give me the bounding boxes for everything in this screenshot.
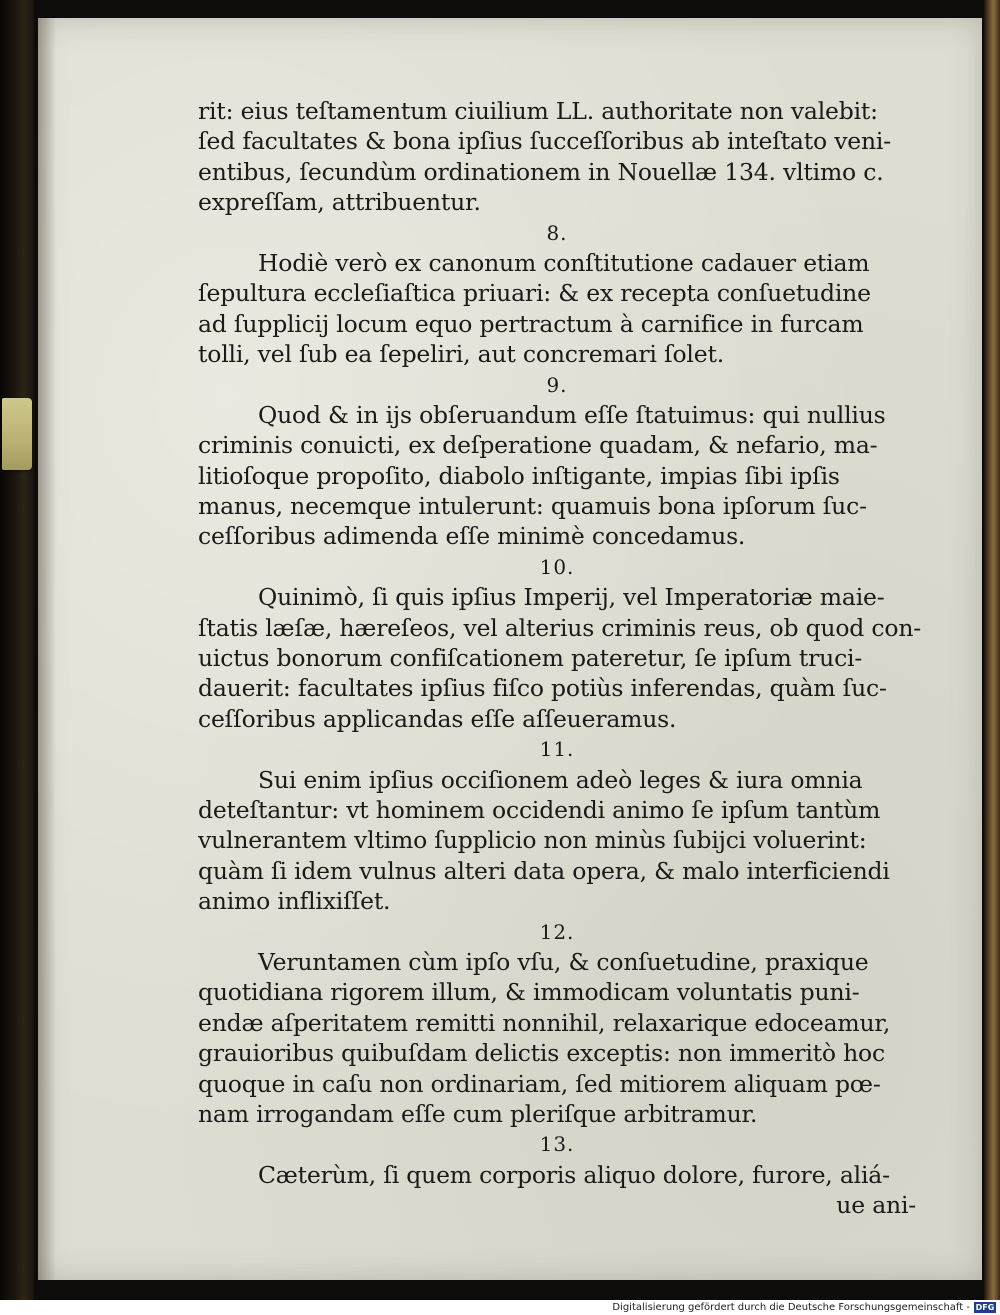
text-line: expreſſam, attribuentur. [198,188,481,217]
text-line: grauioribus quibuſdam delictis exceptis: non immeritò hoc [198,1039,885,1068]
text-line: quoque in caſu non ordinariam, ſed mitiorem aliquam pœ- [198,1069,881,1098]
book-page [38,18,982,1280]
text-line: Veruntamen cùm ipſo vſu, & conſuetudine, praxique [258,947,869,976]
funding-credit: Digitalisierung gefördert durch die Deutsche Forschungsgemeinschaft - [612,1302,970,1313]
text-line: criminis conuicti, ex deſperatione quadam, & nefario, ma- [198,431,878,460]
text-line: Quinimò, ſi quis ipſius Imperij, vel Imperatoriæ maie- [258,583,885,612]
text-line: rit: eius teſtamentum ciuilium LL. authoritate non valebit: [198,97,878,125]
text-line: nam irrogandam eſſe cum pleriſque arbitramur. [198,1099,758,1128]
text-line: ceſſoribus adimenda eſſe minimè concedamus. [198,522,746,551]
bookmark-ribbon [2,398,32,470]
text-line: ſepultura eccleſiaſtica priuari: & ex recepta conſuetudine [198,279,871,308]
footer-bar [0,1300,1000,1315]
text-line: ſtatis læſæ, hæreſeos, vel alterius criminis reus, ob quod con- [198,613,922,642]
text-line: deteſtantur: vt hominem occidendi animo ſe ipſum tantùm [198,795,881,824]
book-edge [984,0,1000,1300]
text-line: Cæterùm, ſi quem corporis aliquo dolore, furore, aliá- [258,1160,890,1189]
section-number: 8. [546,220,568,245]
text-line: Sui enim ipſius occiſionem adeò leges & iura omnia [258,765,863,794]
section-number: 12. [539,919,575,944]
dfg-logo: DFG [975,1303,995,1312]
page-gutter [38,18,56,1280]
section-10 [198,552,922,734]
section-number: 13. [539,1132,575,1157]
text-line: manus, necemque intulerunt: quamuis bona ipſorum ſuc- [198,492,867,521]
text-line: animo inflixiſſet. [198,887,391,916]
section-13 [198,1129,916,1220]
section-number: 11. [539,737,575,762]
book-spine [0,0,34,1300]
text-line: quotidiana rigorem illum, & immodicam voluntatis puni- [198,978,860,1007]
section-number: 9. [546,372,568,397]
text-line: ad ſupplicij locum equo pertractum à carnifice in furcam [198,309,864,338]
page-text [198,96,922,1220]
text-line: uictus bonorum confiſcationem pateretur, ſe ipſum truci- [198,644,863,673]
catchword: ue ani- [836,1191,916,1220]
text-line: tolli, vel ſub ea ſepeliri, aut concremari ſolet. [198,340,724,369]
text-line: litioſoque propoſito, diabolo inſtigante, impias ſibi ipſis [198,461,840,490]
text-line: ſed facultates & bona ipſius ſucceſſoribus ab inteſtato veni- [198,127,891,156]
section-continuation [198,96,916,218]
text-line: vulnerantem vltimo ſupplicio non minùs ſubijci voluerint: [198,826,867,855]
section-number: 10. [539,554,575,579]
text-line: Quod & in ijs obſeruandum eſſe ſtatuimus: qui nullius [258,400,886,429]
text-line: Hodiè verò ex canonum conſtitutione cadauer etiam [258,248,870,277]
section-8 [198,218,916,370]
section-9 [198,370,916,552]
section-11 [198,734,916,916]
text-line: ceſſoribus applicandas eſſe aſſeueramus. [198,704,677,733]
text-line: dauerit: facultates ipſius fiſco potiùs inferendas, quàm ſuc- [198,674,887,703]
section-12 [198,917,916,1130]
text-line: endæ aſperitatem remitti nonnihil, relaxarique edoceamur, [198,1008,891,1037]
text-line: entibus, ſecundùm ordinationem in Nouellæ 134. vltimo c. [198,157,884,186]
text-line: quàm ſi idem vulnus alteri data opera, & malo interficiendi [198,856,890,885]
